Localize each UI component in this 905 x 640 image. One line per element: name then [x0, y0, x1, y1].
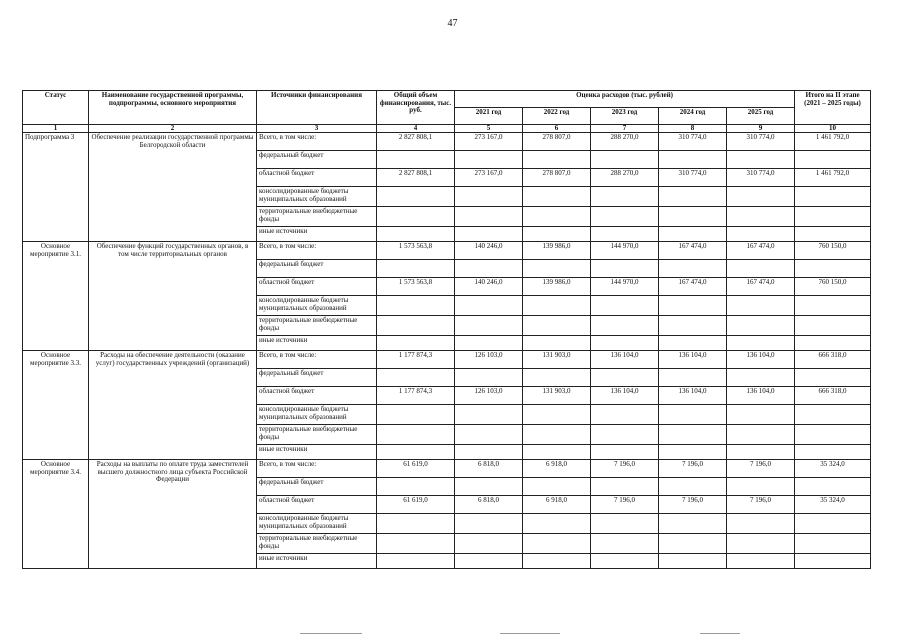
amount-cell [659, 405, 727, 425]
funding-source-label: консолидированные бюджеты муниципальных образований [257, 405, 377, 425]
amount-cell: 760 150,0 [795, 278, 871, 296]
amount-cell: 278 807,0 [523, 169, 591, 187]
amount-cell [727, 514, 795, 534]
amount-cell [377, 534, 455, 554]
row-status: Основное мероприятие 3.4. [23, 460, 89, 569]
amount-cell [591, 316, 659, 336]
amount-cell [727, 554, 795, 569]
amount-cell [591, 296, 659, 316]
funding-source-label: иные источники [257, 554, 377, 569]
amount-cell [659, 187, 727, 207]
amount-cell [727, 187, 795, 207]
amount-cell [795, 534, 871, 554]
amount-cell [659, 207, 727, 227]
amount-cell: 136 104,0 [591, 387, 659, 405]
column-number: 4 [377, 125, 455, 133]
amount-cell: 136 104,0 [727, 387, 795, 405]
amount-cell: 7 196,0 [659, 496, 727, 514]
amount-cell [795, 478, 871, 496]
amount-cell: 666 318,0 [795, 351, 871, 369]
amount-cell: 273 167,0 [455, 169, 523, 187]
amount-cell: 1 177 874,3 [377, 387, 455, 405]
amount-cell: 6 818,0 [455, 496, 523, 514]
amount-cell [591, 425, 659, 445]
amount-cell: 1 573 563,8 [377, 242, 455, 260]
row-program-name: Расходы на обеспечение деятельности (оказание услуг) государственных учреждений (организаций) [89, 351, 257, 460]
footer-rule [300, 633, 362, 634]
amount-cell [455, 336, 523, 351]
amount-cell [591, 445, 659, 460]
table-body [23, 133, 871, 569]
amount-cell: 1 573 563,8 [377, 278, 455, 296]
amount-cell: 7 196,0 [727, 496, 795, 514]
column-number: 7 [591, 125, 659, 133]
amount-cell [659, 554, 727, 569]
amount-cell [455, 151, 523, 169]
amount-cell: 666 318,0 [795, 387, 871, 405]
amount-cell [455, 207, 523, 227]
amount-cell [377, 336, 455, 351]
amount-cell [455, 369, 523, 387]
amount-cell [377, 478, 455, 496]
amount-cell: 310 774,0 [727, 133, 795, 151]
header-estimate: Оценка расходов (тыс. рублей) [455, 91, 795, 108]
amount-cell: 144 970,0 [591, 278, 659, 296]
column-number: 10 [795, 125, 871, 133]
page-number: 47 [447, 18, 458, 29]
amount-cell: 288 270,0 [591, 169, 659, 187]
amount-cell: 7 196,0 [659, 460, 727, 478]
amount-cell [591, 478, 659, 496]
amount-cell [659, 336, 727, 351]
funding-source-label: федеральный бюджет [257, 369, 377, 387]
amount-cell [727, 336, 795, 351]
header-sources: Источники финансирования [257, 91, 377, 125]
amount-cell [455, 534, 523, 554]
amount-cell [455, 478, 523, 496]
amount-cell: 61 619,0 [377, 496, 455, 514]
funding-source-label: Всего, в том числе: [257, 242, 377, 260]
amount-cell [659, 369, 727, 387]
funding-source-label: федеральный бюджет [257, 260, 377, 278]
amount-cell [377, 425, 455, 445]
amount-cell [377, 445, 455, 460]
table-header [23, 91, 871, 133]
amount-cell [727, 260, 795, 278]
header-name: Наименование государственной программы, подпрограммы, основного мероприятия [89, 91, 257, 125]
amount-cell [795, 445, 871, 460]
amount-cell [523, 534, 591, 554]
amount-cell [523, 187, 591, 207]
amount-cell: 144 970,0 [591, 242, 659, 260]
amount-cell [523, 369, 591, 387]
header-year: 2021 год [455, 108, 523, 125]
amount-cell [377, 405, 455, 425]
row-program-name: Обеспечение реализации государственной программы Белгородской области [89, 133, 257, 242]
amount-cell [727, 207, 795, 227]
amount-cell [523, 554, 591, 569]
amount-cell [795, 316, 871, 336]
amount-cell [523, 405, 591, 425]
funding-source-label: областной бюджет [257, 278, 377, 296]
amount-cell [659, 534, 727, 554]
funding-source-label: областной бюджет [257, 169, 377, 187]
amount-cell: 7 196,0 [727, 460, 795, 478]
amount-cell: 35 324,0 [795, 460, 871, 478]
funding-source-label: иные источники [257, 227, 377, 242]
amount-cell [523, 260, 591, 278]
amount-cell: 288 270,0 [591, 133, 659, 151]
amount-cell: 1 461 792,0 [795, 169, 871, 187]
footer-rule [500, 633, 560, 634]
header-stage-total: Итого на II этапе (2021 – 2025 годы) [795, 91, 871, 125]
table-row [23, 460, 871, 478]
amount-cell [523, 207, 591, 227]
amount-cell [659, 445, 727, 460]
amount-cell [591, 514, 659, 534]
amount-cell: 136 104,0 [727, 351, 795, 369]
amount-cell [659, 478, 727, 496]
amount-cell [455, 425, 523, 445]
amount-cell: 126 103,0 [455, 387, 523, 405]
column-numbers-row [23, 125, 871, 133]
amount-cell: 6 818,0 [455, 460, 523, 478]
amount-cell [727, 425, 795, 445]
amount-cell: 139 986,0 [523, 242, 591, 260]
amount-cell: 167 474,0 [659, 242, 727, 260]
amount-cell [591, 405, 659, 425]
funding-source-label: консолидированные бюджеты муниципальных образований [257, 514, 377, 534]
amount-cell: 6 918,0 [523, 460, 591, 478]
amount-cell: 140 246,0 [455, 242, 523, 260]
amount-cell: 6 918,0 [523, 496, 591, 514]
amount-cell [591, 260, 659, 278]
funding-source-label: иные источники [257, 336, 377, 351]
amount-cell [455, 187, 523, 207]
amount-cell [455, 514, 523, 534]
column-number: 8 [659, 125, 727, 133]
header-year: 2022 год [523, 108, 591, 125]
funding-source-label: иные источники [257, 445, 377, 460]
amount-cell: 2 827 808,1 [377, 169, 455, 187]
amount-cell [795, 227, 871, 242]
amount-cell [659, 425, 727, 445]
funding-source-label: областной бюджет [257, 387, 377, 405]
table-row [23, 133, 871, 151]
column-number: 9 [727, 125, 795, 133]
amount-cell [795, 296, 871, 316]
amount-cell [455, 316, 523, 336]
amount-cell [727, 227, 795, 242]
amount-cell [377, 227, 455, 242]
amount-cell [659, 316, 727, 336]
amount-cell [795, 369, 871, 387]
amount-cell: 136 104,0 [659, 351, 727, 369]
amount-cell [659, 227, 727, 242]
funding-source-label: территориальные внебюджетные фонды [257, 207, 377, 227]
row-status: Основное мероприятие 3.1. [23, 242, 89, 351]
header-year: 2025 год [727, 108, 795, 125]
amount-cell [377, 316, 455, 336]
amount-cell [591, 554, 659, 569]
amount-cell [727, 369, 795, 387]
budget-table [22, 90, 871, 569]
header-year: 2023 год [591, 108, 659, 125]
amount-cell [591, 534, 659, 554]
amount-cell [455, 445, 523, 460]
amount-cell: 7 196,0 [591, 496, 659, 514]
amount-cell [591, 227, 659, 242]
column-number: 3 [257, 125, 377, 133]
amount-cell: 310 774,0 [727, 169, 795, 187]
amount-cell [377, 207, 455, 227]
amount-cell [377, 151, 455, 169]
amount-cell [377, 260, 455, 278]
amount-cell [523, 316, 591, 336]
amount-cell: 136 104,0 [659, 387, 727, 405]
row-program-name: Расходы на выплаты по оплате труда заместителей высшего должностного лица субъекта Российской Федерации [89, 460, 257, 569]
funding-source-label: Всего, в том числе: [257, 460, 377, 478]
funding-source-label: областной бюджет [257, 496, 377, 514]
row-program-name: Обеспечение функций государственных органов, в том числе территориальных органов [89, 242, 257, 351]
amount-cell [727, 405, 795, 425]
amount-cell [523, 514, 591, 534]
column-number: 6 [523, 125, 591, 133]
amount-cell [455, 227, 523, 242]
amount-cell: 167 474,0 [659, 278, 727, 296]
amount-cell [795, 151, 871, 169]
row-status: Подпрограмма 3 [23, 133, 89, 242]
amount-cell [591, 336, 659, 351]
amount-cell: 1 177 874,3 [377, 351, 455, 369]
amount-cell [795, 425, 871, 445]
amount-cell [659, 260, 727, 278]
amount-cell: 140 246,0 [455, 278, 523, 296]
amount-cell: 310 774,0 [659, 133, 727, 151]
amount-cell [727, 296, 795, 316]
row-status: Основное мероприятие 3.3. [23, 351, 89, 460]
amount-cell: 310 774,0 [659, 169, 727, 187]
amount-cell [455, 405, 523, 425]
amount-cell: 278 807,0 [523, 133, 591, 151]
amount-cell [727, 151, 795, 169]
amount-cell: 167 474,0 [727, 242, 795, 260]
footer-rule [700, 633, 740, 634]
funding-source-label: федеральный бюджет [257, 151, 377, 169]
amount-cell: 131 903,0 [523, 351, 591, 369]
amount-cell [727, 316, 795, 336]
amount-cell [795, 405, 871, 425]
funding-source-label: федеральный бюджет [257, 478, 377, 496]
amount-cell [523, 445, 591, 460]
funding-source-label: Всего, в том числе: [257, 133, 377, 151]
amount-cell [795, 554, 871, 569]
amount-cell [795, 260, 871, 278]
column-number: 5 [455, 125, 523, 133]
amount-cell [659, 151, 727, 169]
amount-cell [659, 296, 727, 316]
funding-source-label: консолидированные бюджеты муниципальных образований [257, 296, 377, 316]
amount-cell [727, 445, 795, 460]
amount-cell [795, 187, 871, 207]
amount-cell [659, 514, 727, 534]
amount-cell [523, 336, 591, 351]
amount-cell [455, 296, 523, 316]
amount-cell [591, 151, 659, 169]
header-total-volume: Общий объем финансирования, тыс. руб. [377, 91, 455, 125]
amount-cell [591, 207, 659, 227]
amount-cell: 2 827 808,1 [377, 133, 455, 151]
amount-cell [455, 260, 523, 278]
amount-cell [727, 534, 795, 554]
amount-cell [377, 369, 455, 387]
amount-cell: 1 461 792,0 [795, 133, 871, 151]
column-number: 2 [89, 125, 257, 133]
funding-source-label: территориальные внебюджетные фонды [257, 425, 377, 445]
amount-cell [377, 514, 455, 534]
amount-cell: 139 986,0 [523, 278, 591, 296]
amount-cell [523, 151, 591, 169]
amount-cell [523, 478, 591, 496]
amount-cell: 273 167,0 [455, 133, 523, 151]
amount-cell: 126 103,0 [455, 351, 523, 369]
amount-cell [377, 296, 455, 316]
amount-cell [377, 554, 455, 569]
column-number: 1 [23, 125, 89, 133]
amount-cell: 61 619,0 [377, 460, 455, 478]
table-row [23, 351, 871, 369]
amount-cell [455, 554, 523, 569]
amount-cell [523, 296, 591, 316]
amount-cell: 760 150,0 [795, 242, 871, 260]
amount-cell: 7 196,0 [591, 460, 659, 478]
amount-cell [727, 478, 795, 496]
amount-cell [377, 187, 455, 207]
amount-cell [523, 425, 591, 445]
table-row [23, 242, 871, 260]
amount-cell: 167 474,0 [727, 278, 795, 296]
funding-source-label: консолидированные бюджеты муниципальных образований [257, 187, 377, 207]
amount-cell [795, 514, 871, 534]
funding-source-label: территориальные внебюджетные фонды [257, 316, 377, 336]
amount-cell [795, 207, 871, 227]
funding-source-label: территориальные внебюджетные фонды [257, 534, 377, 554]
amount-cell [591, 369, 659, 387]
header-status: Статус [23, 91, 89, 125]
amount-cell: 35 324,0 [795, 496, 871, 514]
amount-cell [523, 227, 591, 242]
funding-source-label: Всего, в том числе: [257, 351, 377, 369]
amount-cell: 131 903,0 [523, 387, 591, 405]
amount-cell: 136 104,0 [591, 351, 659, 369]
amount-cell [591, 187, 659, 207]
amount-cell [795, 336, 871, 351]
header-year: 2024 год [659, 108, 727, 125]
